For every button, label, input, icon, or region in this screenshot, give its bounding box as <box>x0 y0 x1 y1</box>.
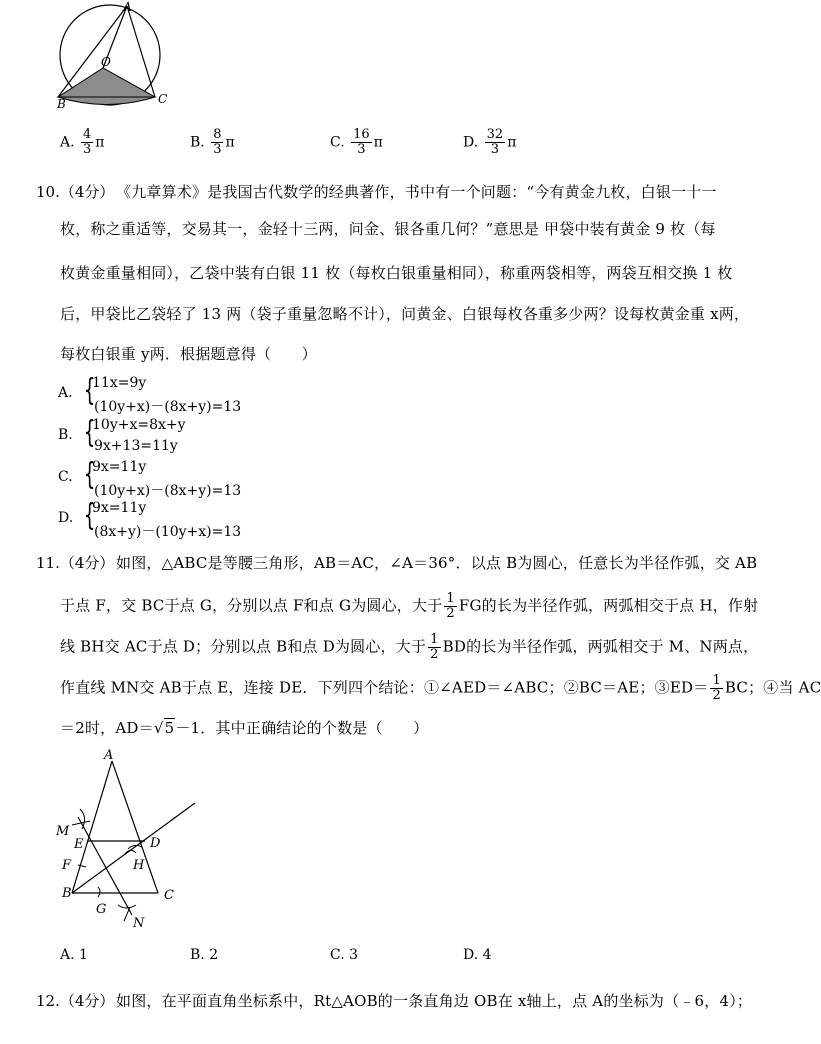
q11-option-b[interactable]: B. 2 <box>190 947 219 963</box>
q11-number: 11.（4分） <box>36 554 115 572</box>
q11-line5: ＝2时，AD＝√5－1．其中正确结论的个数是（ ） <box>60 719 429 737</box>
q10-line1: 《九章算术》是我国古代数学的经典著作，书中有一个问题：“今有黄金九枚，白银一十一 <box>116 183 717 201</box>
q10-line3: 枚黄金重量相同），乙袋中装有白银 11 枚（每枚白银重量相同），称重两袋相等，两袋互相交换 1 枚 <box>60 264 733 282</box>
label-A: A <box>104 748 114 763</box>
fraction: $\frac{4}{3}$ <box>83 127 92 157</box>
fraction: $\frac{32}{3}$ <box>486 127 504 157</box>
q12-text: 如图，在平面直角坐标系中，Rt△AOB的一条直角边 OB在 x轴上，点 A的坐标为（﹣6，4）； <box>116 992 753 1010</box>
label-C-circle: C <box>158 92 168 106</box>
label-E: E <box>74 837 84 852</box>
q11-line1: 如图，△ABC是等腰三角形，AB＝AC，∠A＝36°．以点 B为圆心，任意长为半径作弧，交 AB <box>116 554 758 572</box>
sqrt-icon: √ <box>153 719 164 737</box>
q9-option-b[interactable]: B. $\frac{8}{3}$ π <box>190 127 235 157</box>
label-C: C <box>164 888 174 903</box>
q9-option-c[interactable]: C. $\frac{16}{3}$ π <box>330 127 383 157</box>
q11-option-a[interactable]: A. 1 <box>60 947 88 963</box>
q10-line5: 每枚白银重 y两．根据题意得（ ） <box>60 345 317 363</box>
fraction: $\frac{16}{3}$ <box>353 127 370 157</box>
label-B: B <box>62 886 72 901</box>
q10-number: 10.（4分） <box>36 183 115 201</box>
label-D: D <box>150 836 161 851</box>
q10-line4: 后，甲袋比乙袋轻了 13 两（袋子重量忽略不计），问黄金、白银每枚各重多少两？设每枚黄金重 x两， <box>60 305 750 323</box>
half-fraction: $\frac{1}{2}$ <box>712 673 721 703</box>
q10-line2: 枚，称之重适等，交易其一，金轻十三两，问金、银各重几何？”意思是 甲袋中装有黄金 9 枚（每 <box>60 220 716 238</box>
label-F: F <box>62 858 72 873</box>
half-fraction: $\frac{1}{2}$ <box>446 591 455 621</box>
label-H: H <box>133 858 145 873</box>
q11-option-d[interactable]: D. 4 <box>463 947 492 963</box>
label-A-circle: A <box>123 0 132 14</box>
triangle-figure <box>50 745 200 935</box>
q9-option-a[interactable]: A. $\frac{4}{3}$ π <box>60 127 105 157</box>
label-M: M <box>56 824 70 839</box>
label-G: G <box>96 902 107 917</box>
half-fraction: $\frac{1}{2}$ <box>430 632 439 662</box>
q11-option-c[interactable]: C. 3 <box>330 947 359 963</box>
label-N: N <box>133 916 145 931</box>
q11-line2: 于点 F，交 BC于点 G，分别以点 F和点 G为圆心，大于 $\frac{1}{2}$ FG的长为半径作弧，两弧相交于点 H，作射 <box>60 591 759 621</box>
label-O: O <box>101 55 111 69</box>
q12-number: 12.（4分） <box>36 992 115 1010</box>
q11-line4: 作直线 MN交 AB于点 E，连接 DE．下列四个结论：①∠AED＝∠ABC；②BC＝AE；③ED＝ $\frac{1}{2}$ BC；④当 AC <box>60 673 821 703</box>
q11-line3: 线 BH交 AC于点 D；分别以点 B和点 D为圆心，大于 $\frac{1}{2}$ BD的长为半径作弧，两弧相交于 M、N两点， <box>60 632 759 662</box>
fraction: $\frac{8}{3}$ <box>213 127 222 157</box>
label-B-circle: B <box>57 97 66 111</box>
q9-option-d[interactable]: D. $\frac{32}{3}$ π <box>463 127 517 157</box>
